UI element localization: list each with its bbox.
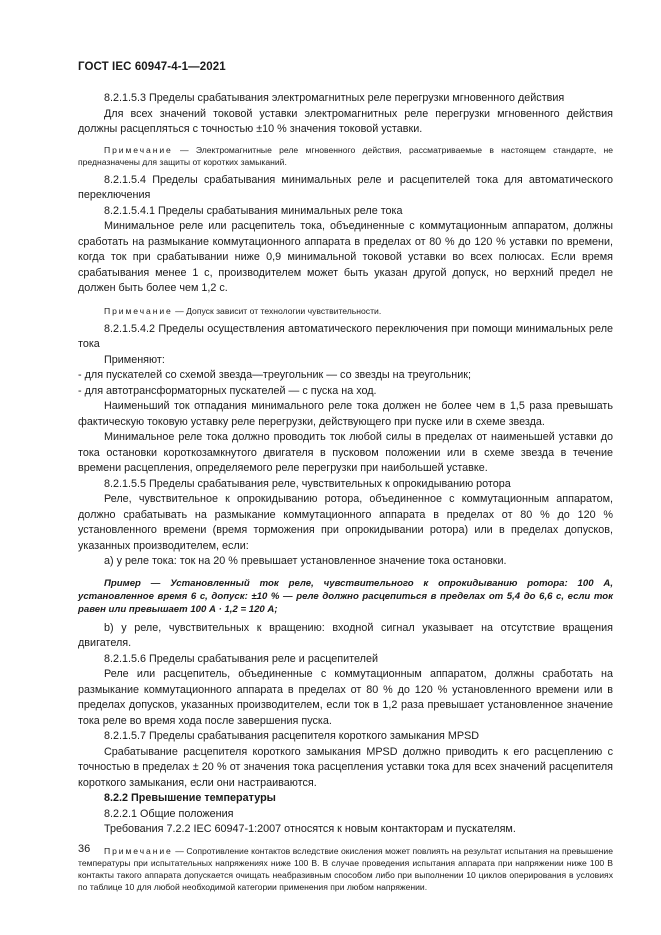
paragraph: Требования 7.2.2 IEC 60947-1:2007 относятся к новым контакторам и пускателям. [104,823,516,835]
paragraph: Срабатывание расцепителя короткого замыкания MPSD должно приводить к его расцеплению с точностью в пределах ± 20 % от значения тока расцепления уставки тока для всех значений расцепителя короткого замыкания, если они настраиваются. [78,745,613,789]
page-number: 36 [78,843,91,855]
paragraph: Реле или расцепитель, объединенные с коммутационным аппаратом, должны сработать на размыкание коммутационного аппарата в пределах от 80 % до 120 % установленного времени или в пределах допусков, указанных производителем, если ток в 1,2 раза превышает установленное значение тока реле во время хода после завершения пуска. [78,668,613,727]
paragraph: Минимальное реле тока должно проводить ток любой силы в пределах от наименьшей уставки до тока остановки короткозамкнутого двигателя в пусковом положении или в схеме звезда в течение времени расцепления, определяемого реле перегрузки при наибольшей уставке. [78,431,613,474]
standard-title: ГОСТ IEC 60947-4-1—2021 [78,61,226,73]
note-text: — Сопротивление контактов вследствие окисления может повлиять на результат испытания на превышение температуры при испытательных напряжениях ниже 100 В. В случае проведения испытания аппарата при напряжении ниже 100 В контакты такого аппарата допускается очищать неабразивным способом либо при выполнении 10 циклов оперирования в условиях по таблице 10 для любой необходимой категории применения при любом напряжении. [78,845,613,892]
note-text: — Электромагнитные реле мгновенного действия, рассматриваемые в настоящем стандарте, не предназначены для защиты от коротких замыканий. [78,144,613,167]
list-item: b) у реле, чувствительных к вращению: входной сигнал указывает на отсутствие вращения двигателя. [78,621,613,649]
list-item: - для пускателей со схемой звезда—треугольник — со звезды на треугольник; [78,369,471,381]
example: Пример — Установленный ток реле, чувствительного к опрокидыванию ротора: 100 А, установленное время 6 с, допуск: ±10 % — реле должно расцепиться в пределах от 5,4 до 6,6 с, если ток равен или превышает 100 А · 1,2 = 120 А; [78,577,613,615]
note-text: — Допуск зависит от технологии чувствительности. [172,305,382,316]
section-heading: 8.2.1.5.4 Пределы срабатывания минимальных реле и расцепителей тока для автоматического переключения [78,173,613,201]
paragraph: Наименьший ток отпадания минимального реле тока должен не более чем в 1,5 раза превышать фактическую токовую уставку реле перегрузки, действующего при пуске или в схеме звезда. [78,400,613,428]
paragraph: Для всех значений токовой уставки электромагнитных реле перегрузки мгновенного действия должны расцепляться с точностью ±10 % значения токовой уставки. [78,107,613,135]
document-header [78,61,226,73]
section-heading: 8.2.1.5.6 Пределы срабатывания реле и расцепителей [104,652,378,665]
document-body [78,91,613,893]
note-label: Примечание [104,845,173,856]
note-label: Примечание [104,305,173,316]
section-heading: 8.2.2.1 Общие положения [104,807,234,820]
note [78,845,613,893]
list-item: а) у реле тока: ток на 20 % превышает установленное значение тока остановки. [104,555,507,567]
section-heading: 8.2.1.5.7 Пределы срабатывания расцепителя короткого замыкания MPSD [104,730,480,742]
note [78,144,613,168]
paragraph: Реле, чувствительное к опрокидыванию ротора, объединенное с коммутационным аппаратом, должно срабатывать на размыкание коммутационного аппарата в пределах от 80 % до 120 % установленного времени (время торможения при опрокидывании ротора) или в пределах допусков, указанных производителем, если: [78,493,613,552]
section-heading: 8.2.1.5.4.1 Пределы срабатывания минимальных реле тока [104,204,403,217]
paragraph: Минимальное реле или расцепитель тока, объединенные с коммутационным аппаратом, должны сработать на размыкание коммутационного аппарата в пределах от 80 % до 120 % уставки по времени, когда ток при срабатывании ниже 0,9 минимальной токовой уставки во всех полюсах. Если время срабатывания менее 1 с, производителем может быть указан другой допуск, но верхний предел не должен быть более чем 1,2 с. [78,220,613,294]
section-heading: 8.2.1.5.4.2 Пределы осуществления автоматического переключения при помощи минимальных реле тока [78,322,613,350]
section-heading: 8.2.1.5.3 Пределы срабатывания электромагнитных реле перегрузки мгновенного действия [104,92,565,104]
section-heading: 8.2.1.5.5 Пределы срабатывания реле, чувствительных к опрокидыванию ротора [104,477,511,490]
section-heading: 8.2.2 Превышение температуры [104,792,276,804]
note [78,305,613,317]
paragraph: Применяют: [104,353,165,366]
note-label: Примечание [104,144,173,155]
list-item: - для автотрансформаторных пускателей — с пуска на ход. [78,384,377,397]
